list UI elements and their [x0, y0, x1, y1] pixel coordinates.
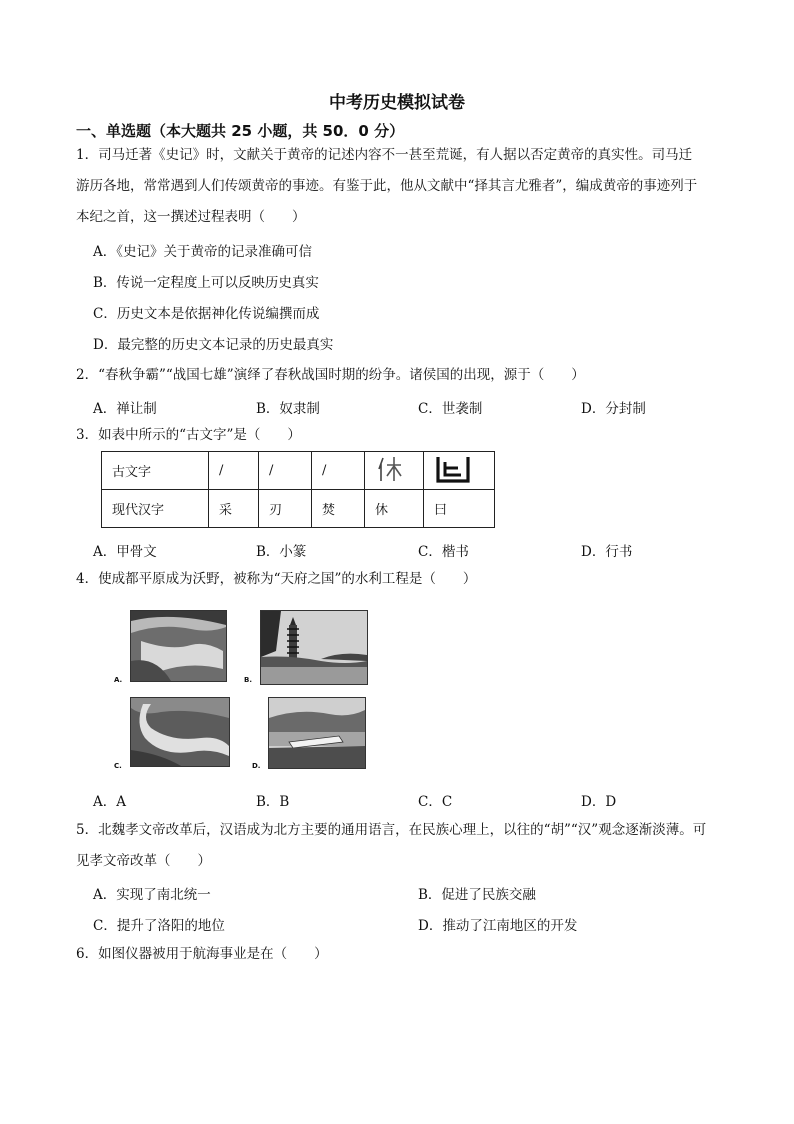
photo-label-a: A.: [114, 676, 123, 684]
section-heading: 一、单选题（本大题共 25 小题，共 50．0 分）: [76, 122, 405, 140]
photo-label-b: B.: [244, 676, 252, 684]
photo-label-d: D.: [252, 762, 261, 770]
table-cell: /: [209, 452, 259, 490]
photo-d-dam: [268, 697, 366, 769]
q6-stem: 6．如图仪器被用于航海事业是在（ ）: [76, 946, 328, 962]
q3-option-b: B．小篆: [256, 544, 307, 560]
q1-stem-line-3: 本纪之首，这一撰述过程表明（ ）: [76, 209, 306, 225]
table-cell: /: [312, 452, 365, 490]
table-cell: 焚: [312, 490, 365, 528]
q5-option-b: B．促进了民族交融: [418, 887, 536, 903]
q1-stem-line-2: 游历各地，常常遇到人们传颂黄帝的事迹。有鉴于此，他从文献中“择其言尤雅者”，编成黄帝的事迹列于: [76, 178, 698, 194]
photo-label-c: C.: [114, 762, 122, 770]
q3-option-d: D．行书: [581, 544, 633, 560]
q2-option-d: D．分封制: [581, 401, 646, 417]
table-cell-header: 现代汉字: [102, 490, 209, 528]
table-cell: 刃: [259, 490, 312, 528]
q4-option-c: C．C: [418, 794, 453, 810]
photo-b-pagoda: [260, 610, 368, 685]
ancient-script-table: [101, 451, 495, 528]
table-cell: 采: [209, 490, 259, 528]
q1-option-c: C．历史文本是依据神化传说编撰而成: [93, 306, 320, 322]
q4-stem: 4．使成都平原成为沃野，被称为“天府之国”的水利工程是（ ）: [76, 571, 477, 587]
q5-option-c: C．提升了洛阳的地位: [93, 918, 225, 934]
q1-option-a: A．《史记》关于黄帝的记录准确可信: [93, 244, 312, 260]
q3-stem: 3．如表中所示的“古文字”是（ ）: [76, 427, 301, 443]
table-cell: 曰: [424, 490, 495, 528]
q3-option-a: A．甲骨文: [93, 544, 157, 560]
q5-stem-line-2: 见孝文帝改革（ ）: [76, 853, 211, 869]
table-cell-header: 古文字: [102, 452, 209, 490]
photo-a-riverbank: [130, 610, 227, 682]
q5-stem-line-1: 5．北魏孝文帝改革后，汉语成为北方主要的通用语言，在民族心理上，以往的“胡”“汉”观念逐渐淡薄。可: [76, 822, 707, 838]
q2-option-c: C．世袭制: [418, 401, 483, 417]
q1-option-d: D．最完整的历史文本记录的历史最真实: [93, 337, 334, 353]
q4-option-d: D．D: [581, 794, 617, 810]
q1-stem-line-1: 1．司马迁著《史记》时，文献关于黄帝的记述内容不一甚至荒诞，有人据以否定黄帝的真实性。司马迁: [76, 147, 693, 163]
photo-c-river-bend: [130, 697, 230, 767]
q2-stem: 2．“春秋争霸”“战国七雄”演绎了春秋战国时期的纷争。诸侯国的出现，源于（ ）: [76, 367, 585, 383]
table-cell: 休: [365, 490, 424, 528]
q5-option-d: D．推动了江南地区的开发: [418, 918, 578, 934]
glyph-yue-ancient-icon: [424, 452, 495, 490]
table-row: [102, 490, 495, 528]
q2-option-a: A．禅让制: [93, 401, 157, 417]
q1-option-b: B．传说一定程度上可以反映历史真实: [93, 275, 319, 291]
q4-option-b: B．B: [256, 794, 290, 810]
table-row: [102, 452, 495, 490]
q3-option-c: C．楷书: [418, 544, 469, 560]
page-title: 中考历史模拟试卷: [329, 93, 465, 113]
q2-option-b: B．奴隶制: [256, 401, 320, 417]
glyph-xiu-ancient-icon: [365, 452, 424, 490]
table-cell: /: [259, 452, 312, 490]
q5-option-a: A．实现了南北统一: [93, 887, 211, 903]
q4-option-a: A．A: [93, 794, 126, 810]
